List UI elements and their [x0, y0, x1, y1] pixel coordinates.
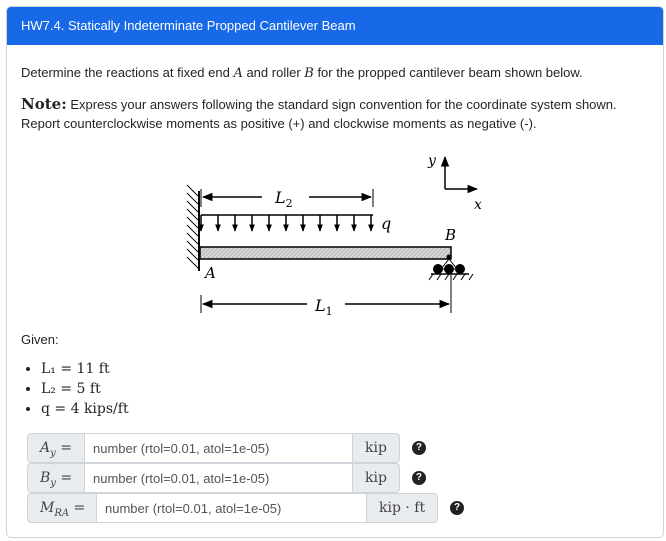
- l1-dimension: [201, 275, 451, 318]
- ay-input[interactable]: [85, 433, 353, 463]
- question-title: HW7.4. Statically Indeterminate Propped Cantilever Beam: [7, 7, 663, 45]
- l1-label: L: [315, 296, 326, 315]
- mra-unit: kip · ft: [367, 493, 438, 523]
- given-label: Given:: [21, 332, 59, 347]
- answer-row-ay: [27, 433, 426, 463]
- coordinate-axes: [427, 153, 482, 213]
- given-list: [21, 359, 129, 419]
- given-l1: • L₁ = 11 ft: [41, 359, 129, 379]
- by-input[interactable]: [85, 463, 353, 493]
- y-axis-label: y: [428, 153, 436, 169]
- beam: [200, 247, 451, 259]
- ay-unit: kip: [353, 433, 400, 463]
- load-label: q: [381, 214, 392, 233]
- point-a-label: A: [205, 264, 216, 282]
- answer-row-by: [27, 463, 426, 493]
- problem-statement: Determine the reactions at fixed end A and roller B for the propped cantilever beam shown below.: [21, 65, 583, 81]
- ay-help-icon[interactable]: ?: [412, 441, 426, 455]
- given-l2: • L₂ = 5 ft: [41, 379, 129, 399]
- l2-dimension: [201, 188, 373, 210]
- by-unit: kip: [353, 463, 400, 493]
- svg-text:L2: $L_2$: [275, 188, 293, 210]
- point-b-label: B: [445, 226, 457, 244]
- distributed-load: [201, 214, 391, 233]
- by-label: $B_y$ =: [27, 463, 85, 493]
- answer-row-mra: [27, 493, 464, 523]
- by-help-icon[interactable]: ?: [412, 471, 426, 485]
- note-label: Note:: [21, 95, 67, 113]
- l2-label: L: [275, 188, 286, 207]
- question-card: [6, 6, 664, 538]
- mra-help-icon[interactable]: ?: [450, 501, 464, 515]
- sign-convention-note: Note: Express your answers following the standard sign convention for the coordinate system shown. Report counterclockwise moments as positive (+) and clockwise moments as negative (-).: [21, 95, 617, 131]
- mra-label: $M_{RA}$ =: [27, 493, 97, 523]
- svg-text:L1: $L_1$: [315, 296, 333, 318]
- given-q: • q = 4 kips/ft: [41, 399, 129, 419]
- x-axis-label: x: [474, 197, 482, 213]
- fixed-support: [187, 185, 199, 271]
- beam-diagram: [7, 147, 661, 327]
- ay-label: $A_y$ =: [27, 433, 85, 463]
- mra-input[interactable]: [97, 493, 367, 523]
